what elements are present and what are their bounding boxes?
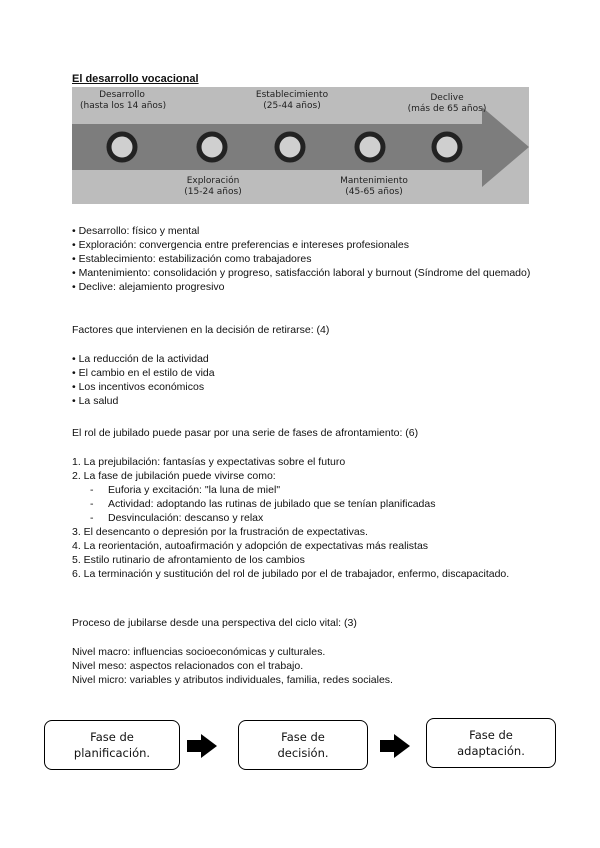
list-item: • La salud bbox=[72, 395, 119, 407]
timeline-label-establecimiento bbox=[250, 90, 334, 112]
stage-name: Mantenimiento bbox=[340, 176, 408, 186]
list-item: • La reducción de la actividad bbox=[72, 353, 209, 365]
stage-range: (hasta los 14 años) bbox=[80, 101, 167, 111]
stage-name: Declive bbox=[430, 93, 464, 103]
factors-list bbox=[72, 352, 532, 408]
list-item: 2. La fase de jubilación puede vivirse como: bbox=[72, 470, 276, 482]
flow-box-adaptacion bbox=[426, 718, 556, 768]
phases-list bbox=[72, 455, 532, 581]
list-item: • Exploración: convergencia entre preferencias e intereses profesionales bbox=[72, 239, 409, 251]
right-arrow-icon bbox=[187, 734, 217, 758]
timeline-label-mantenimiento bbox=[334, 176, 414, 198]
list-item: • Los incentivos económicos bbox=[72, 381, 205, 393]
flow-box-label: Fase de decisión. bbox=[277, 730, 329, 760]
flow-box-label: Fase de adaptación. bbox=[457, 728, 525, 758]
stage-marker-establecimiento bbox=[277, 134, 303, 160]
timeline-label-declive bbox=[402, 93, 492, 115]
list-item: Nivel macro: influencias socioeconómicas y culturales. bbox=[72, 646, 326, 658]
stage-marker-mantenimiento bbox=[357, 134, 383, 160]
stage-range: (25-44 años) bbox=[263, 101, 321, 111]
stage-marker-exploracion bbox=[199, 134, 225, 160]
sub-list-item: - Euforia y excitación: "la luna de miel" bbox=[72, 483, 532, 497]
list-item: • Mantenimiento: consolidación y progreso, satisfacción laboral y burnout (Síndrome del quemado) bbox=[72, 267, 531, 279]
list-item: • El cambio en el estilo de vida bbox=[72, 367, 215, 379]
list-item: 5. Estilo rutinario de afrontamiento de los cambios bbox=[72, 554, 305, 566]
list-item: 6. La terminación y sustitución del rol de jubilado por el de trabajador, enfermo, discapacitado. bbox=[72, 568, 510, 580]
list-item: Nivel meso: aspectos relacionados con el trabajo. bbox=[72, 660, 304, 672]
list-item: Nivel micro: variables y atributos individuales, familia, redes sociales. bbox=[72, 674, 393, 686]
timeline-label-exploracion bbox=[174, 176, 252, 198]
list-item: • Establecimiento: estabilización como trabajadores bbox=[72, 253, 312, 265]
list-item: 1. La prejubilación: fantasías y expectativas sobre el futuro bbox=[72, 456, 346, 468]
flow-box-decision bbox=[238, 720, 368, 770]
sub-list-item: - Actividad: adoptando las rutinas de jubilado que se tenían planificadas bbox=[72, 497, 532, 511]
vocational-timeline-figure bbox=[72, 87, 529, 204]
list-item: 3. El desencanto o depresión por la frustración de expectativas. bbox=[72, 526, 368, 538]
stages-description-list bbox=[72, 224, 532, 294]
sub-list bbox=[72, 483, 532, 525]
factors-heading: Factores que intervienen en la decisión de retirarse: (4) bbox=[72, 324, 330, 336]
stage-marker-desarrollo bbox=[109, 134, 135, 160]
stage-name: Establecimiento bbox=[255, 90, 329, 100]
stage-range: (15-24 años) bbox=[184, 187, 242, 197]
list-item: 4. La reorientación, autoafirmación y adopción de expectativas más realistas bbox=[72, 540, 429, 552]
stage-marker-declive bbox=[434, 134, 460, 160]
process-heading: Proceso de jubilarse desde una perspectiva del ciclo vital: (3) bbox=[72, 617, 357, 629]
flow-box-planificacion bbox=[44, 720, 180, 770]
flow-box-label: Fase de planificación. bbox=[73, 730, 151, 760]
list-item: • Desarrollo: físico y mental bbox=[72, 225, 200, 237]
right-arrow-icon bbox=[380, 734, 410, 758]
levels-list bbox=[72, 645, 532, 687]
list-item: • Declive: alejamiento progresivo bbox=[72, 281, 225, 293]
stage-range: (45-65 años) bbox=[345, 187, 403, 197]
phases-heading: El rol de jubilado puede pasar por una serie de fases de afrontamiento: (6) bbox=[72, 427, 419, 439]
sub-list-item: - Desvinculación: descanso y relax bbox=[72, 511, 532, 525]
stage-name: Desarrollo bbox=[99, 90, 145, 100]
stage-name: Exploración bbox=[186, 176, 240, 186]
page-title: El desarrollo vocacional bbox=[72, 73, 199, 85]
stage-range: (más de 65 años) bbox=[407, 104, 487, 114]
timeline-label-desarrollo bbox=[80, 90, 167, 112]
